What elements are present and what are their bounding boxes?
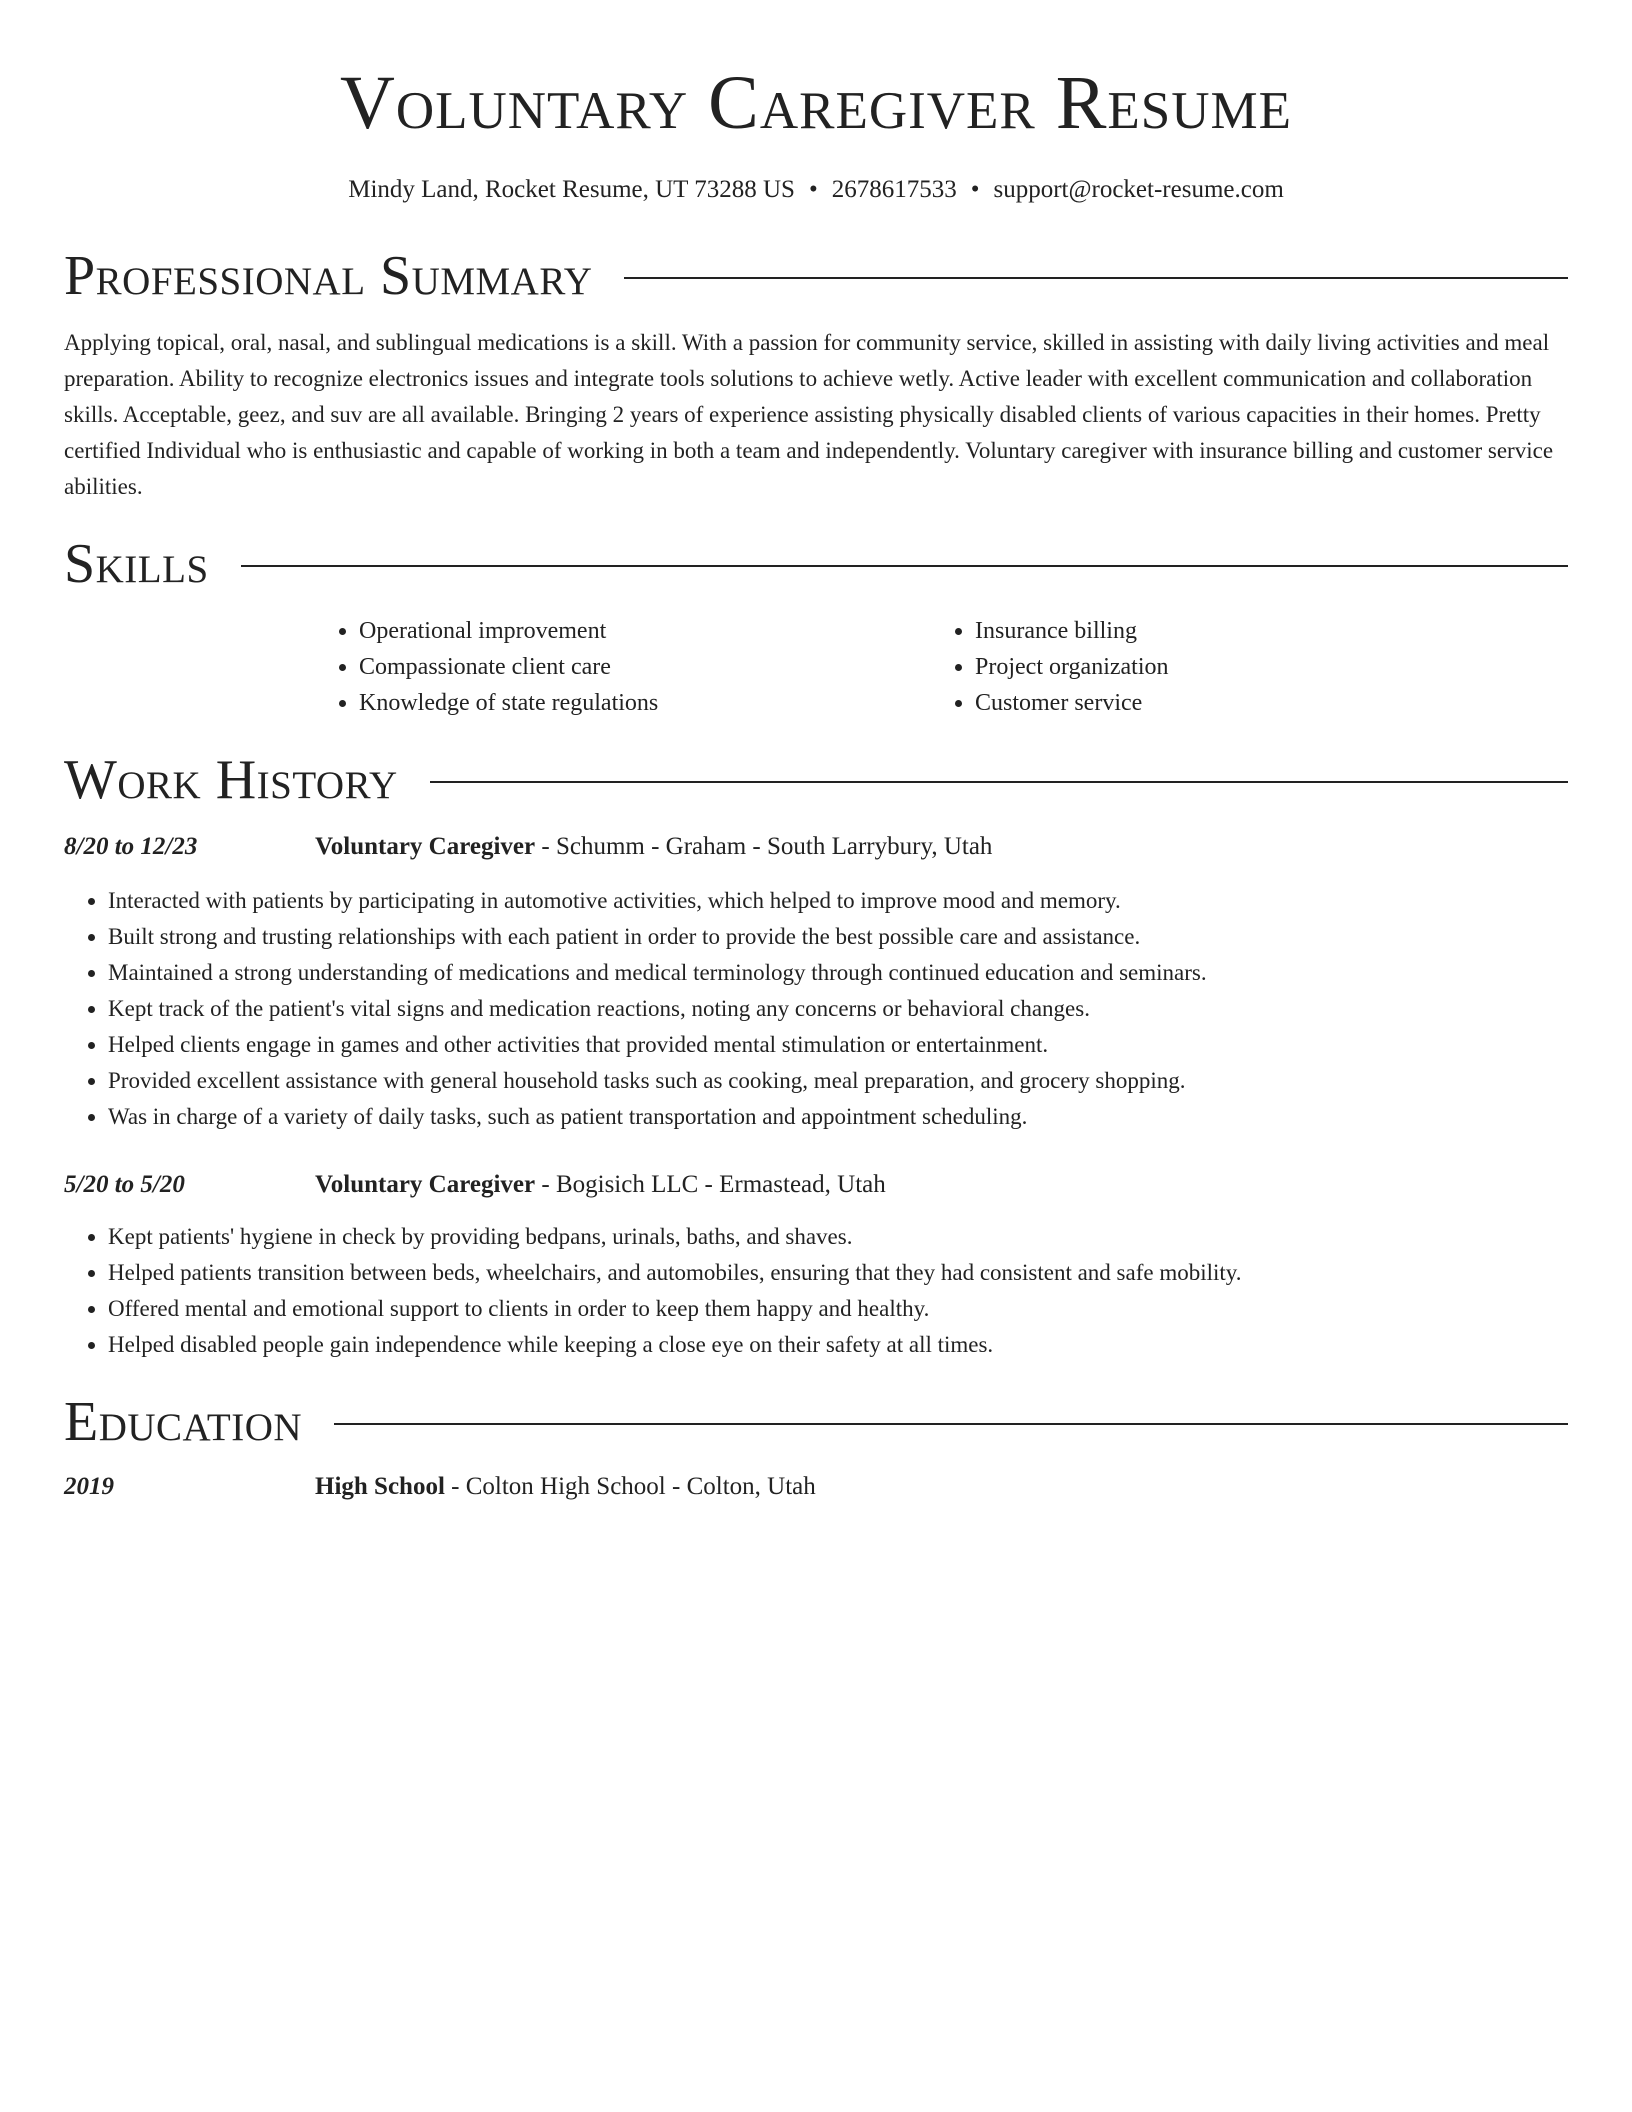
job-title: Voluntary Caregiver: [315, 833, 536, 860]
skills-column-left: [315, 613, 931, 721]
job-entry: [64, 1167, 1568, 1363]
job-dates: 8/20 to 12/23: [64, 833, 198, 860]
job-heading: [315, 1167, 886, 1203]
job-duty: • Helped disabled people gain independence while keeping a close eye on their safety at all times.: [108, 1327, 1568, 1363]
job-duties: [64, 1219, 1568, 1363]
summary-section-header: [64, 243, 1568, 309]
education-section-header: [64, 1389, 1568, 1455]
section-divider: [430, 781, 1568, 783]
contact-separator: •: [970, 176, 980, 203]
job-duty: • Built strong and trusting relationships with each patient in order to provide the best possible care and assistance.: [108, 919, 1568, 955]
job-duty: • Helped clients engage in games and other activities that provided mental stimulation or entertainment.: [108, 1027, 1568, 1063]
job-header: [64, 829, 1568, 865]
job-duty: • Interacted with patients by participating in automotive activities, which helped to improve mood and memory.: [108, 883, 1568, 919]
education-heading: Education: [64, 1391, 303, 1453]
contact-email[interactable]: support@rocket-resume.com: [993, 176, 1284, 203]
job-dates: 5/20 to 5/20: [64, 1171, 185, 1198]
education-year: 2019: [64, 1473, 114, 1500]
work-section-header: [64, 747, 1568, 813]
job-duty: • Kept track of the patient's vital signs and medication reactions, noting any concerns or behavioral changes.: [108, 991, 1568, 1027]
skills-heading: Skills: [64, 533, 209, 595]
summary-heading: Professional Summary: [64, 245, 593, 307]
job-header: [64, 1167, 1568, 1203]
resume-page: [64, 0, 1568, 1505]
job-duty: • Helped patients transition between beds, wheelchairs, and automobiles, ensuring that they had consistent and safe mobility.: [108, 1255, 1568, 1291]
job-duties: [64, 883, 1568, 1135]
job-duty: • Provided excellent assistance with general household tasks such as cooking, meal preparation, and grocery shopping.: [108, 1063, 1568, 1099]
job-entry: [64, 829, 1568, 1135]
contact-line: [64, 174, 1568, 206]
job-duty: • Kept patients' hygiene in check by providing bedpans, urinals, baths, and shaves.: [108, 1219, 1568, 1255]
education-degree: High School: [315, 1473, 445, 1500]
skill-item: • Knowledge of state regulations: [359, 685, 931, 721]
job-duty: • Maintained a strong understanding of medications and medical terminology through continued education and seminars.: [108, 955, 1568, 991]
skill-item: • Operational improvement: [359, 613, 931, 649]
contact-address: Mindy Land, Rocket Resume, UT 73288 US: [348, 176, 795, 203]
section-divider: [624, 277, 1568, 279]
education-entry: [64, 1469, 1568, 1505]
skills-list: [315, 613, 1568, 721]
job-title: Voluntary Caregiver: [315, 1171, 536, 1198]
skill-item: • Project organization: [975, 649, 1169, 685]
contact-phone: 2678617533: [831, 176, 957, 203]
education-heading-line: [315, 1469, 816, 1505]
skill-item: • Insurance billing: [975, 613, 1169, 649]
skill-item: • Compassionate client care: [359, 649, 931, 685]
job-duty: • Offered mental and emotional support to clients in order to keep them happy and healthy.: [108, 1291, 1568, 1327]
skill-item: • Customer service: [975, 685, 1169, 721]
job-heading: [315, 829, 992, 865]
resume-title: Voluntary Caregiver Resume: [339, 61, 1293, 145]
job-employer: - Bogisich LLC - Ermastead, Utah: [535, 1171, 886, 1198]
skills-section-header: [64, 531, 1568, 597]
summary-text: Applying topical, oral, nasal, and sublingual medications is a skill. With a passion for community service, skilled in assisting with daily living activities and meal preparation. Ability to recognize electronics issues and integrate tools solutions to achieve wetly. Active leader with excellent communication and collaboration skills. Acceptable, geez, and suv are all available. Bringing 2 years of experience assisting physically disabled clients of various capacities in their homes. Pretty certified Individual who is enthusiastic and capable of working in both a team and independently. Voluntary caregiver with insurance billing and customer service abilities.: [64, 330, 1554, 499]
job-duty: • Was in charge of a variety of daily tasks, such as patient transportation and appointment scheduling.: [108, 1099, 1568, 1135]
section-divider: [334, 1423, 1568, 1425]
job-employer: - Schumm - Graham - South Larrybury, Utah: [535, 833, 993, 860]
contact-separator: •: [808, 176, 818, 203]
section-divider: [241, 565, 1568, 567]
education-school: - Colton High School - Colton, Utah: [444, 1473, 816, 1500]
work-heading: Work History: [64, 749, 398, 811]
skills-column-right: [931, 613, 1169, 721]
